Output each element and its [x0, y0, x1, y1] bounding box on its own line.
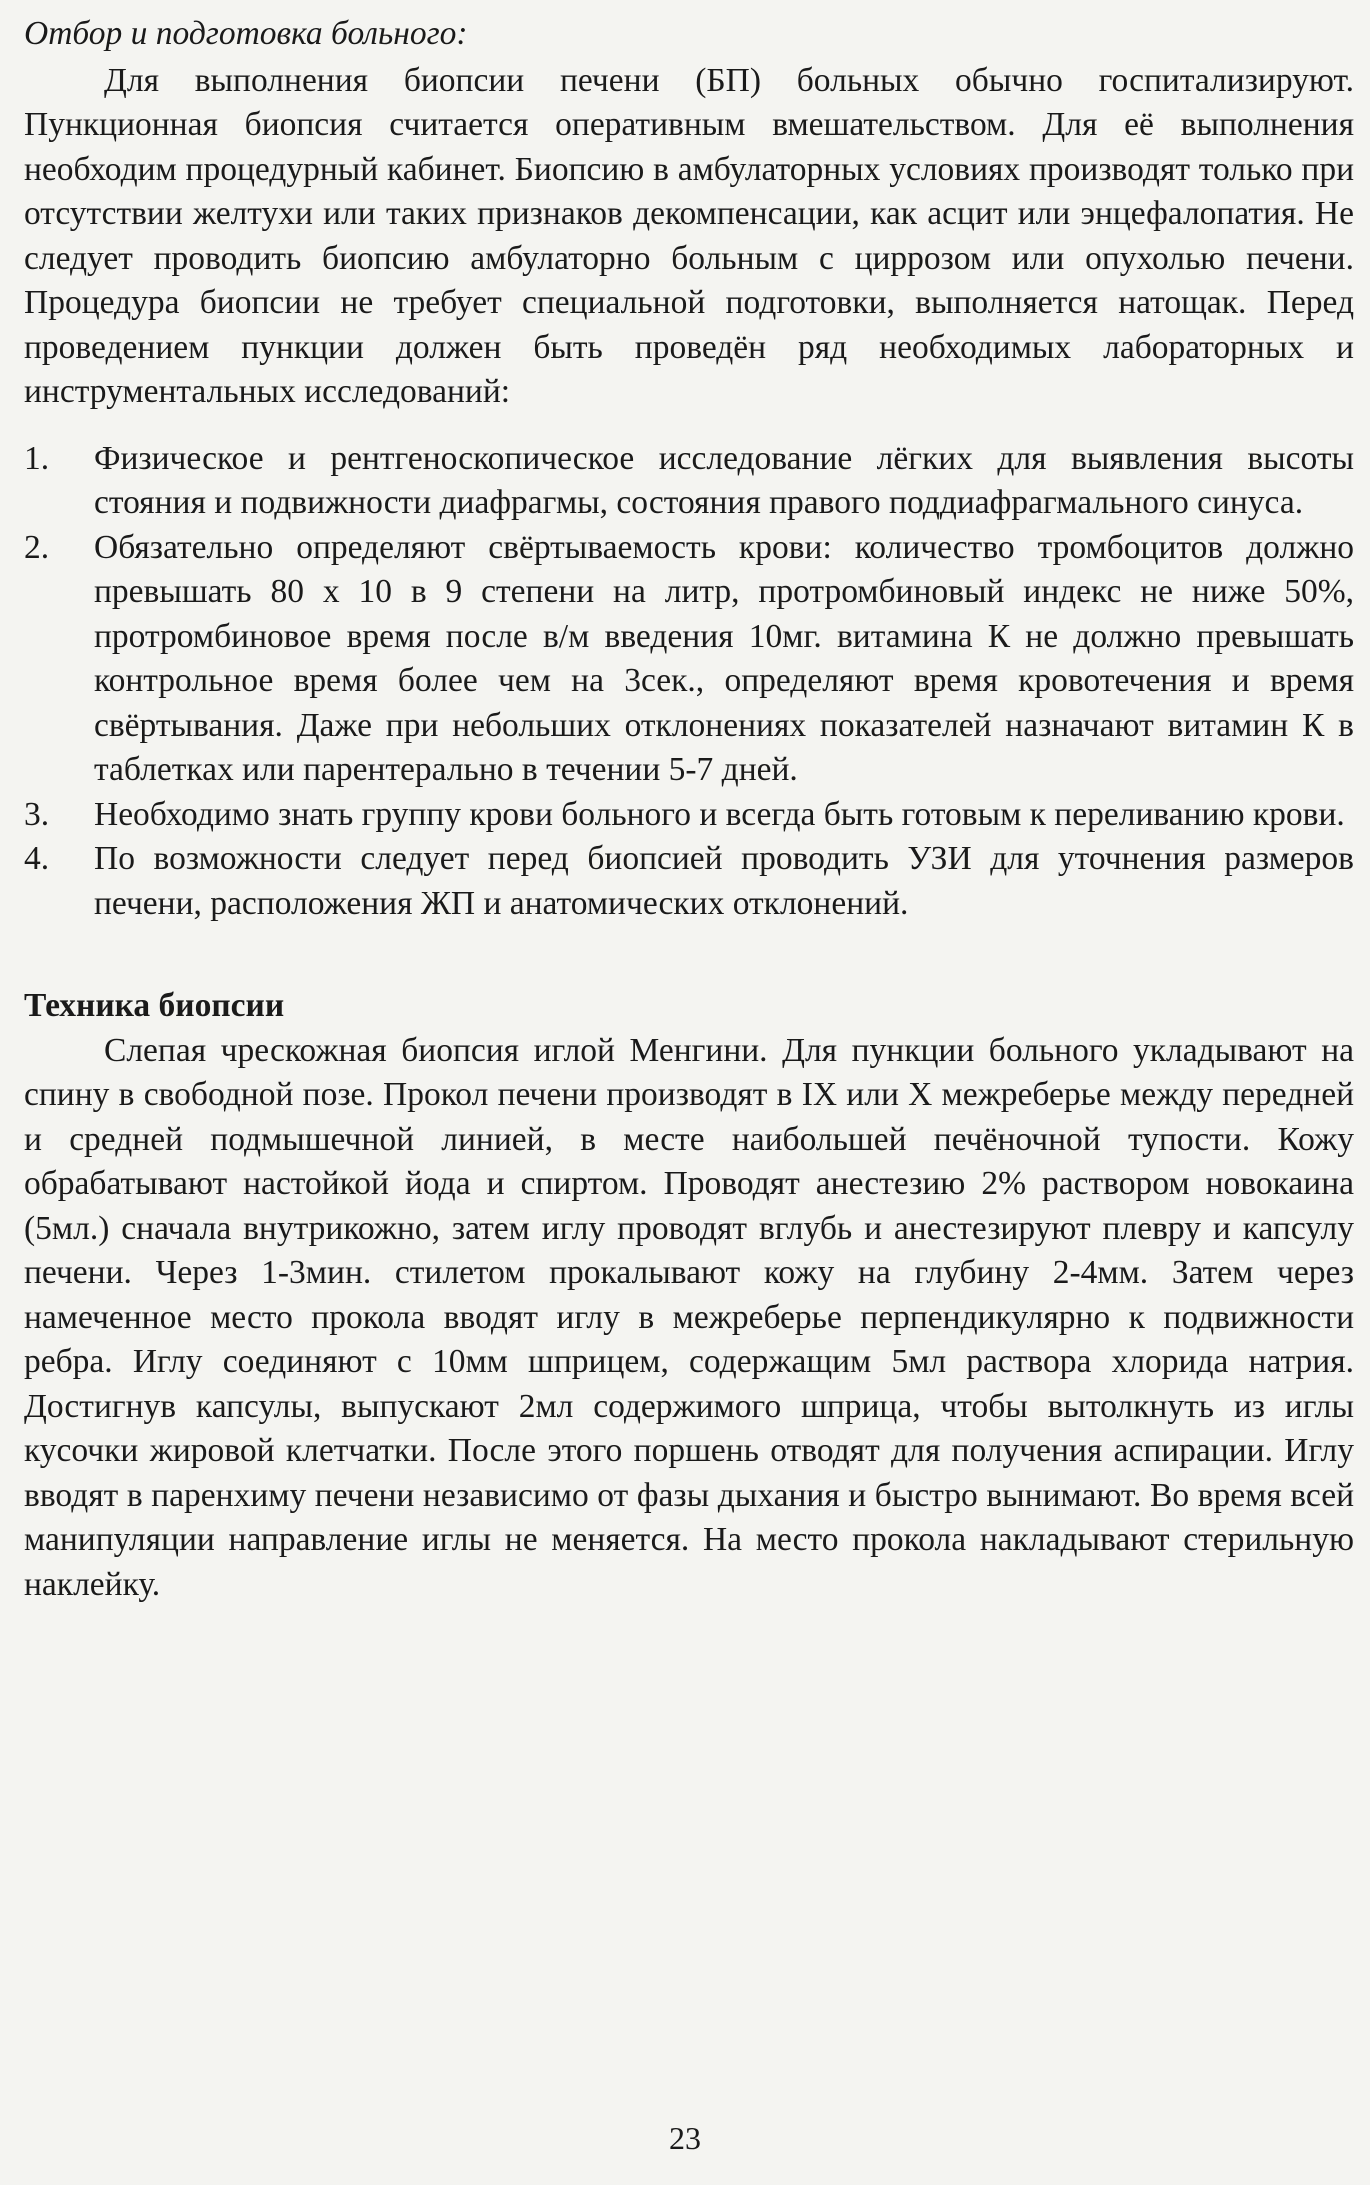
- list-item: [24, 437, 1354, 526]
- section-paragraph-selection: Для выполнения биопсии печени (БП) больных обычно госпитализируют. Пункционная биопсия считается оперативным вмешательством. Для её выполнения необходим процедурный кабинет. Биопсию в амбулаторных условиях производят только при отсутствии желтухи или таких признаков декомпенсации, как асцит или энцефалопатия. Не следует проводить биопсию амбулаторно больным с циррозом или опухолью печени. Процедура биопсии не требует специальной подготовки, выполняется натощак. Перед проведением пункции должен быть проведён ряд необходимых лабораторных и инструментальных исследований:: [24, 61, 1354, 410]
- list-item-text: По возможности следует перед биопсией проводить УЗИ для уточнения размеров печени, расположения ЖП и анатомических отклонений.: [94, 840, 1354, 922]
- page-number: 23: [669, 2120, 701, 2156]
- list-item: [24, 526, 1354, 793]
- list-item-number: 2.: [24, 528, 50, 566]
- list-item-text: Физическое и рентгеноскопическое исследование лёгких для выявления высоты стояния и подвижности диафрагмы, состояния правого поддиафрагмального синуса.: [94, 439, 1354, 521]
- section-heading-technique: Техника биопсии: [24, 987, 285, 1024]
- list-item-number: 3.: [24, 795, 50, 833]
- document-page: [24, 12, 1354, 1607]
- list-item-number: 1.: [24, 439, 50, 477]
- list-item: [24, 793, 1354, 838]
- section-heading-selection: Отбор и подготовка больного:: [24, 15, 468, 52]
- list-item-text: Обязательно определяют свёртываемость крови: количество тромбоцитов должно превышать 80 х 10 в 9 степени на литр, протромбиновый индекс не ниже 50%, протромбиновое время после в/м введения 10мг. витамина К не должно превышать контрольное время более чем на 3сек., определяют время кровотечения и время свёртывания. Даже при небольших отклонениях показателей назначают витамин К в таблетках или парентерально в течении 5-7 дней.: [94, 528, 1354, 788]
- list-item-text: Необходимо знать группу крови больного и всегда быть готовым к переливанию крови.: [94, 795, 1345, 833]
- list-item: [24, 837, 1354, 926]
- section-paragraph-technique: Слепая чрескожная биопсия иглой Менгини. Для пункции больного укладывают на спину в свободной позе. Прокол печени производят в IX или X межреберье между передней и средней подмышечной линией, в месте наибольшей печёночной тупости. Кожу обрабатывают настойкой йода и спиртом. Проводят анестезию 2% раствором новокаина (5мл.) сначала внутрикожно, затем иглу проводят вглубь и анестезируют плевру и капсулу печени. Через 1-3мин. стилетом прокалывают кожу на глубину 2-4мм. Затем через намеченное место прокола вводят иглу в межреберье перпендикулярно к подвижности ребра. Иглу соединяют с 10мм шприцем, содержащим 5мл раствора хлорида натрия. Достигнув капсулы, выпускают 2мл содержимого шприца, чтобы вытолкнуть из иглы кусочки жировой клетчатки. После этого поршень отводят для получения аспирации. Иглу вводят в паренхиму печени независимо от фазы дыхания и быстро вынимают. Во время всей манипуляции направление иглы не меняется. На место прокола накладывают стерильную наклейку.: [24, 1031, 1354, 1603]
- list-item-number: 4.: [24, 840, 50, 877]
- requirements-list: [24, 437, 1354, 927]
